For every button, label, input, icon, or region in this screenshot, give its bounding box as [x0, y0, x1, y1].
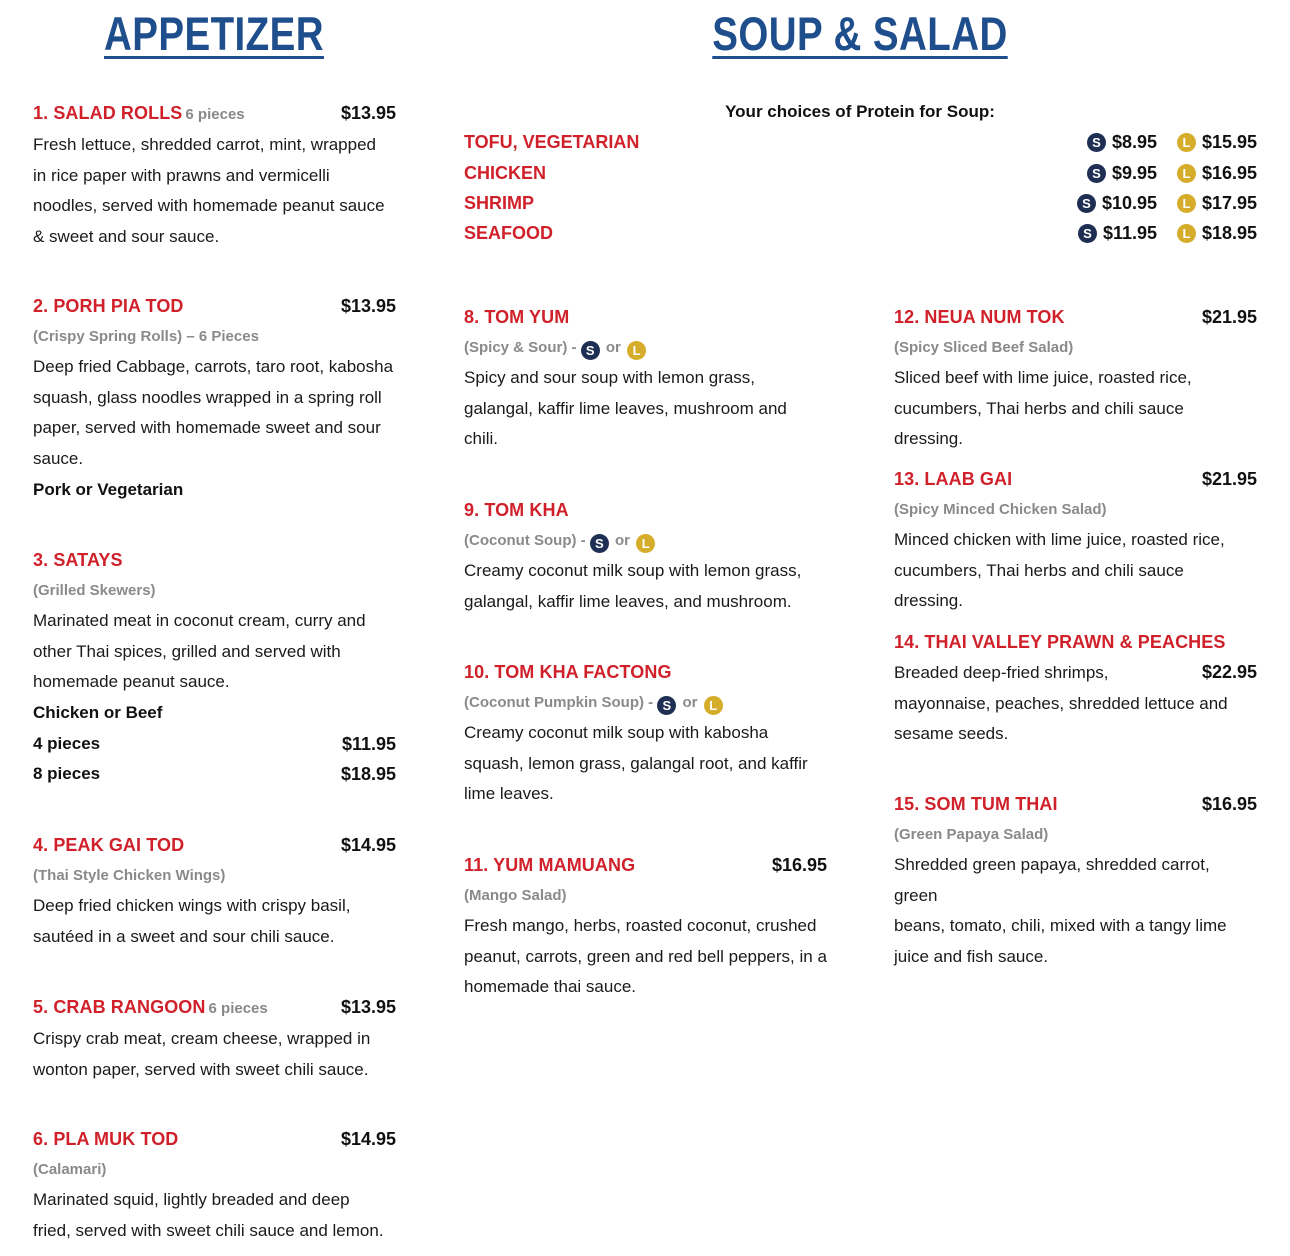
- item-name: 5. CRAB RANGOON: [33, 997, 206, 1017]
- item-description: Crispy crab meat, cream cheese, wrapped in wonton paper, served with sweet chili sauce.: [33, 1029, 371, 1079]
- item-subtitle: (Grilled Skewers): [33, 582, 156, 599]
- item-name: 15. SOM TUM THAI: [894, 794, 1058, 814]
- large-size-icon: L: [1177, 194, 1196, 213]
- item-description: Creamy coconut milk soup with kabosha squash, lemon grass, galangal root, and kaffir lime leaves.: [464, 723, 808, 804]
- item-subtitle: (Thai Style Chicken Wings): [33, 867, 226, 884]
- size-row: 8 pieces $18.95: [33, 764, 396, 785]
- large-price: $18.95: [1201, 222, 1257, 243]
- small-size-icon: S: [1087, 164, 1106, 183]
- item-price: $21.95: [1201, 469, 1257, 489]
- item-note: 6 pieces: [185, 106, 245, 123]
- item-name: 8. TOM YUM: [464, 307, 570, 327]
- large-price: $16.95: [1201, 162, 1257, 183]
- item-price: $16.95: [771, 855, 827, 875]
- item-description: Marinated meat in coconut cream, curry and other Thai spices, grilled and served with homemade peanut sauce.: [33, 611, 366, 692]
- item-description: Spicy and sour soup with lemon grass, galangal, kaffir lime leaves, mushroom and chili.: [464, 368, 787, 449]
- protein-name: CHICKEN: [464, 162, 547, 183]
- item-note: 6 pieces: [208, 1000, 268, 1017]
- item-price: $13.95: [340, 103, 396, 123]
- small-size-icon: S: [1078, 224, 1097, 243]
- protein-row: [464, 218, 1257, 248]
- protein-row: [464, 158, 1257, 188]
- large-size-icon: L: [627, 341, 646, 360]
- item-description: Deep fried chicken wings with crispy basil, sautéed in a sweet and sour chili sauce.: [33, 896, 351, 946]
- item-subtitle: (Green Papaya Salad): [894, 826, 1049, 843]
- item-description: Sliced beef with lime juice, roasted rice, cucumbers, Thai herbs and chili sauce dressing.: [894, 368, 1192, 449]
- item-price: $13.95: [340, 296, 396, 316]
- item-name: 11. YUM MAMUANG: [464, 855, 636, 875]
- large-size-icon: L: [1177, 133, 1196, 152]
- small-size-icon: S: [581, 341, 600, 360]
- large-price: $15.95: [1201, 131, 1257, 152]
- item-name: 12. NEUA NUM TOK: [894, 307, 1065, 327]
- menu-item-tom-kha-factong: [464, 657, 827, 810]
- item-price: $14.95: [340, 1129, 396, 1149]
- soup-salad-heading: SOUP & SALAD: [712, 7, 1008, 60]
- menu-item-laab-gai: [894, 464, 1257, 617]
- item-description: Fresh mango, herbs, roasted coconut, crushed peanut, carrots, green and red bell peppers, in a homemade thai sauce.: [464, 916, 827, 997]
- item-description: Marinated squid, lightly breaded and deep fried, served with sweet chili sauce and lemon.: [33, 1190, 384, 1240]
- item-name: 3. SATAYS: [33, 550, 123, 570]
- item-price: $22.95: [1201, 662, 1257, 682]
- item-subtitle: (Mango Salad): [464, 887, 567, 904]
- small-size-icon: S: [590, 534, 609, 553]
- small-price: $11.95: [1102, 222, 1157, 243]
- menu-item-porh-pia-tod: [33, 291, 396, 505]
- menu-item-pla-muk-tod: [33, 1124, 396, 1246]
- large-size-icon: L: [704, 696, 723, 715]
- item-description: Deep fried Cabbage, carrots, taro root, kabosha squash, glass noodles wrapped in a spring roll paper, served with homemade sweet and sour sauce.: [33, 357, 394, 469]
- menu-item-salad-rolls: [33, 98, 396, 253]
- small-price: $8.95: [1111, 131, 1157, 152]
- item-name: 9. TOM KHA: [464, 500, 569, 520]
- menu-item-thai-valley-prawn: [894, 627, 1257, 750]
- item-subtitle: (Crispy Spring Rolls) – 6 Pieces: [33, 328, 259, 345]
- item-description: Creamy coconut milk soup with lemon grass, galangal, kaffir lime leaves, and mushroom.: [464, 561, 802, 611]
- protein-row: [464, 188, 1257, 218]
- small-size-icon: S: [657, 696, 676, 715]
- protein-name: SEAFOOD: [464, 222, 554, 243]
- item-name: 6. PLA MUK TOD: [33, 1129, 179, 1149]
- item-subtitle: (Spicy Minced Chicken Salad): [894, 501, 1107, 518]
- appetizer-heading: APPETIZER: [104, 7, 324, 60]
- large-size-icon: L: [1177, 224, 1196, 243]
- small-size-icon: S: [1077, 194, 1096, 213]
- protein-row: [464, 127, 1257, 157]
- menu-item-som-tum-thai: [894, 789, 1257, 973]
- item-name: 2. PORH PIA TOD: [33, 296, 184, 316]
- item-option: Chicken or Beef: [33, 703, 163, 723]
- item-name: 4. PEAK GAI TOD: [33, 835, 185, 855]
- item-name: 14. THAI VALLEY PRAWN & PEACHES: [894, 632, 1226, 652]
- menu-item-satays: [33, 545, 396, 790]
- item-description: Breaded deep-fried shrimps, $22.95 mayonnaise, peaches, shredded lettuce and sesame seeds.: [894, 657, 1257, 750]
- small-price: $9.95: [1111, 162, 1157, 183]
- item-price: $14.95: [340, 835, 396, 855]
- small-price: $10.95: [1101, 192, 1157, 213]
- menu-item-neua-num-tok: [894, 302, 1257, 455]
- menu-item-tom-yum: [464, 302, 827, 455]
- item-subtitle: (Coconut Pumpkin Soup) - S or L: [464, 687, 827, 718]
- menu-item-tom-kha: [464, 495, 827, 617]
- small-size-icon: S: [1087, 133, 1106, 152]
- item-price: $16.95: [1201, 794, 1257, 814]
- item-price: $21.95: [1201, 307, 1257, 327]
- item-price: $13.95: [340, 997, 396, 1017]
- item-option: Pork or Vegetarian: [33, 479, 184, 499]
- menu-item-crab-rangoon: [33, 992, 396, 1085]
- protein-choices-title: Your choices of Protein for Soup:: [725, 102, 995, 121]
- menu-item-peak-gai-tod: [33, 830, 396, 952]
- large-size-icon: L: [636, 534, 655, 553]
- item-subtitle: (Spicy Sliced Beef Salad): [894, 339, 1074, 356]
- item-description: Shredded green papaya, shredded carrot, green beans, tomato, chili, mixed with a tangy lime juice and fish sauce.: [894, 855, 1227, 967]
- item-subtitle: (Spicy & Sour) - S or L: [464, 332, 827, 363]
- large-size-icon: L: [1177, 164, 1196, 183]
- protein-name: SHRIMP: [464, 192, 535, 213]
- item-description: Fresh lettuce, shredded carrot, mint, wrapped in rice paper with prawns and vermicelli noodles, served with homemade peanut sauce & sweet and sour sauce.: [33, 135, 385, 247]
- item-name: 1. SALAD ROLLS: [33, 103, 183, 123]
- item-name: 10. TOM KHA FACTONG: [464, 662, 672, 682]
- protein-name: TOFU, VEGETARIAN: [464, 131, 640, 152]
- item-name: 13. LAAB GAI: [894, 469, 1013, 489]
- menu-item-yum-mamuang: [464, 850, 827, 1003]
- item-description: Minced chicken with lime juice, roasted rice, cucumbers, Thai herbs and chili sauce dressing.: [894, 530, 1225, 611]
- size-row: 4 pieces $11.95: [33, 733, 396, 754]
- large-price: $17.95: [1201, 192, 1257, 213]
- item-subtitle: (Calamari): [33, 1161, 107, 1178]
- item-subtitle: (Coconut Soup) - S or L: [464, 525, 827, 556]
